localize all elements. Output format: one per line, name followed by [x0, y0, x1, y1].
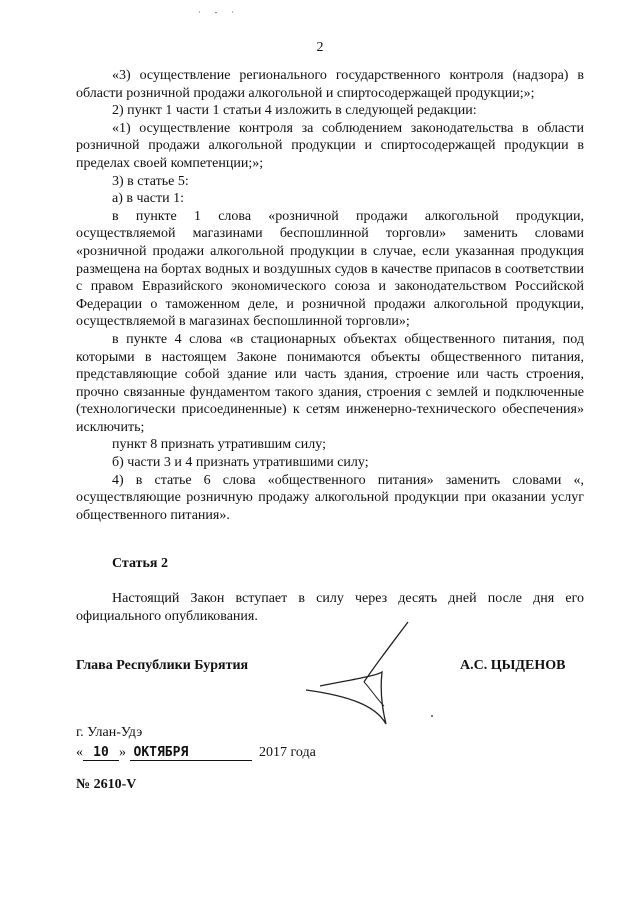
paragraph-10: 4) в статье 6 слова «общественного питания» заменить словами «, осуществляющие розничную продажу алкогольной продукции при оказании услуг общественного питания». [76, 472, 584, 523]
date-quote-open: « [76, 745, 83, 760]
document-number: № 2610-V [76, 777, 137, 792]
law-amendments-text [76, 67, 584, 524]
paragraph-7: в пункте 4 слова «в стационарных объектах общественного питания, под которыми в настоящем Законе понимаются объекты общественного питания, представляющие собой здание или часть здания, строение или часть строения, прочно связанные фундаментом такого здания, строения с землей и подключенные (технологически присоединенные) к сетям инженерно-технического обеспечения» исключить; [76, 331, 584, 435]
paragraph-1: «3) осуществление регионального государственного контроля (надзора) в области розничной продажи алкогольной и спиртосодержащей продукции;»; [76, 68, 584, 101]
paragraph-5: а) в части 1: [112, 191, 184, 207]
date-year: 2017 года [259, 745, 316, 760]
signer-title: Глава Республики Бурятия [76, 658, 249, 673]
paragraph-8: пункт 8 признать утратившим силу; [112, 437, 326, 453]
signing-city: г. Улан-Удэ [76, 725, 143, 740]
paragraph-2: 2) пункт 1 части 1 статьи 4 изложить в следующей редакции: [112, 103, 477, 119]
article-2-paragraph: Настоящий Закон вступает в силу через десять дней после дня его официального опубликования. [76, 591, 584, 624]
date-month: ОКТЯБРЯ [130, 745, 252, 761]
date-day: 10 [83, 745, 119, 761]
paragraph-9: б) части 3 и 4 признать утратившими силу; [112, 455, 369, 471]
paragraph-4: 3) в статье 5: [112, 173, 189, 189]
handwritten-signature [290, 616, 440, 736]
scan-specks: · - · [198, 8, 240, 17]
paragraph-3: «1) осуществление контроля за соблюдением законодательства в области розничной продажи алкогольной продукции и спиртосодержащей продукции в пределах своей компетенции;»; [76, 120, 584, 171]
page-number: 2 [316, 40, 324, 55]
date-quote-close: » [119, 745, 126, 760]
article-2-heading: Статья 2 [112, 556, 168, 571]
signer-name: А.С. ЦЫДЕНОВ [460, 658, 566, 673]
paragraph-6: в пункте 1 слова «розничной продажи алкогольной продукции, осуществляемой магазинами беспошлинной торговли» заменить словами «розничной продажи алкогольной продукции в случае, если указанная продукция размещена на бортах водных и воздушных судов в качестве припасов в соответствии с правом Евразийского экономического союза и законодательством Российской Федерации о таможенном деле, и розничной продажи алкогольной продукции, осуществляемой в магазинах беспошлинной торговли»; [76, 208, 584, 330]
signing-date [76, 745, 316, 761]
